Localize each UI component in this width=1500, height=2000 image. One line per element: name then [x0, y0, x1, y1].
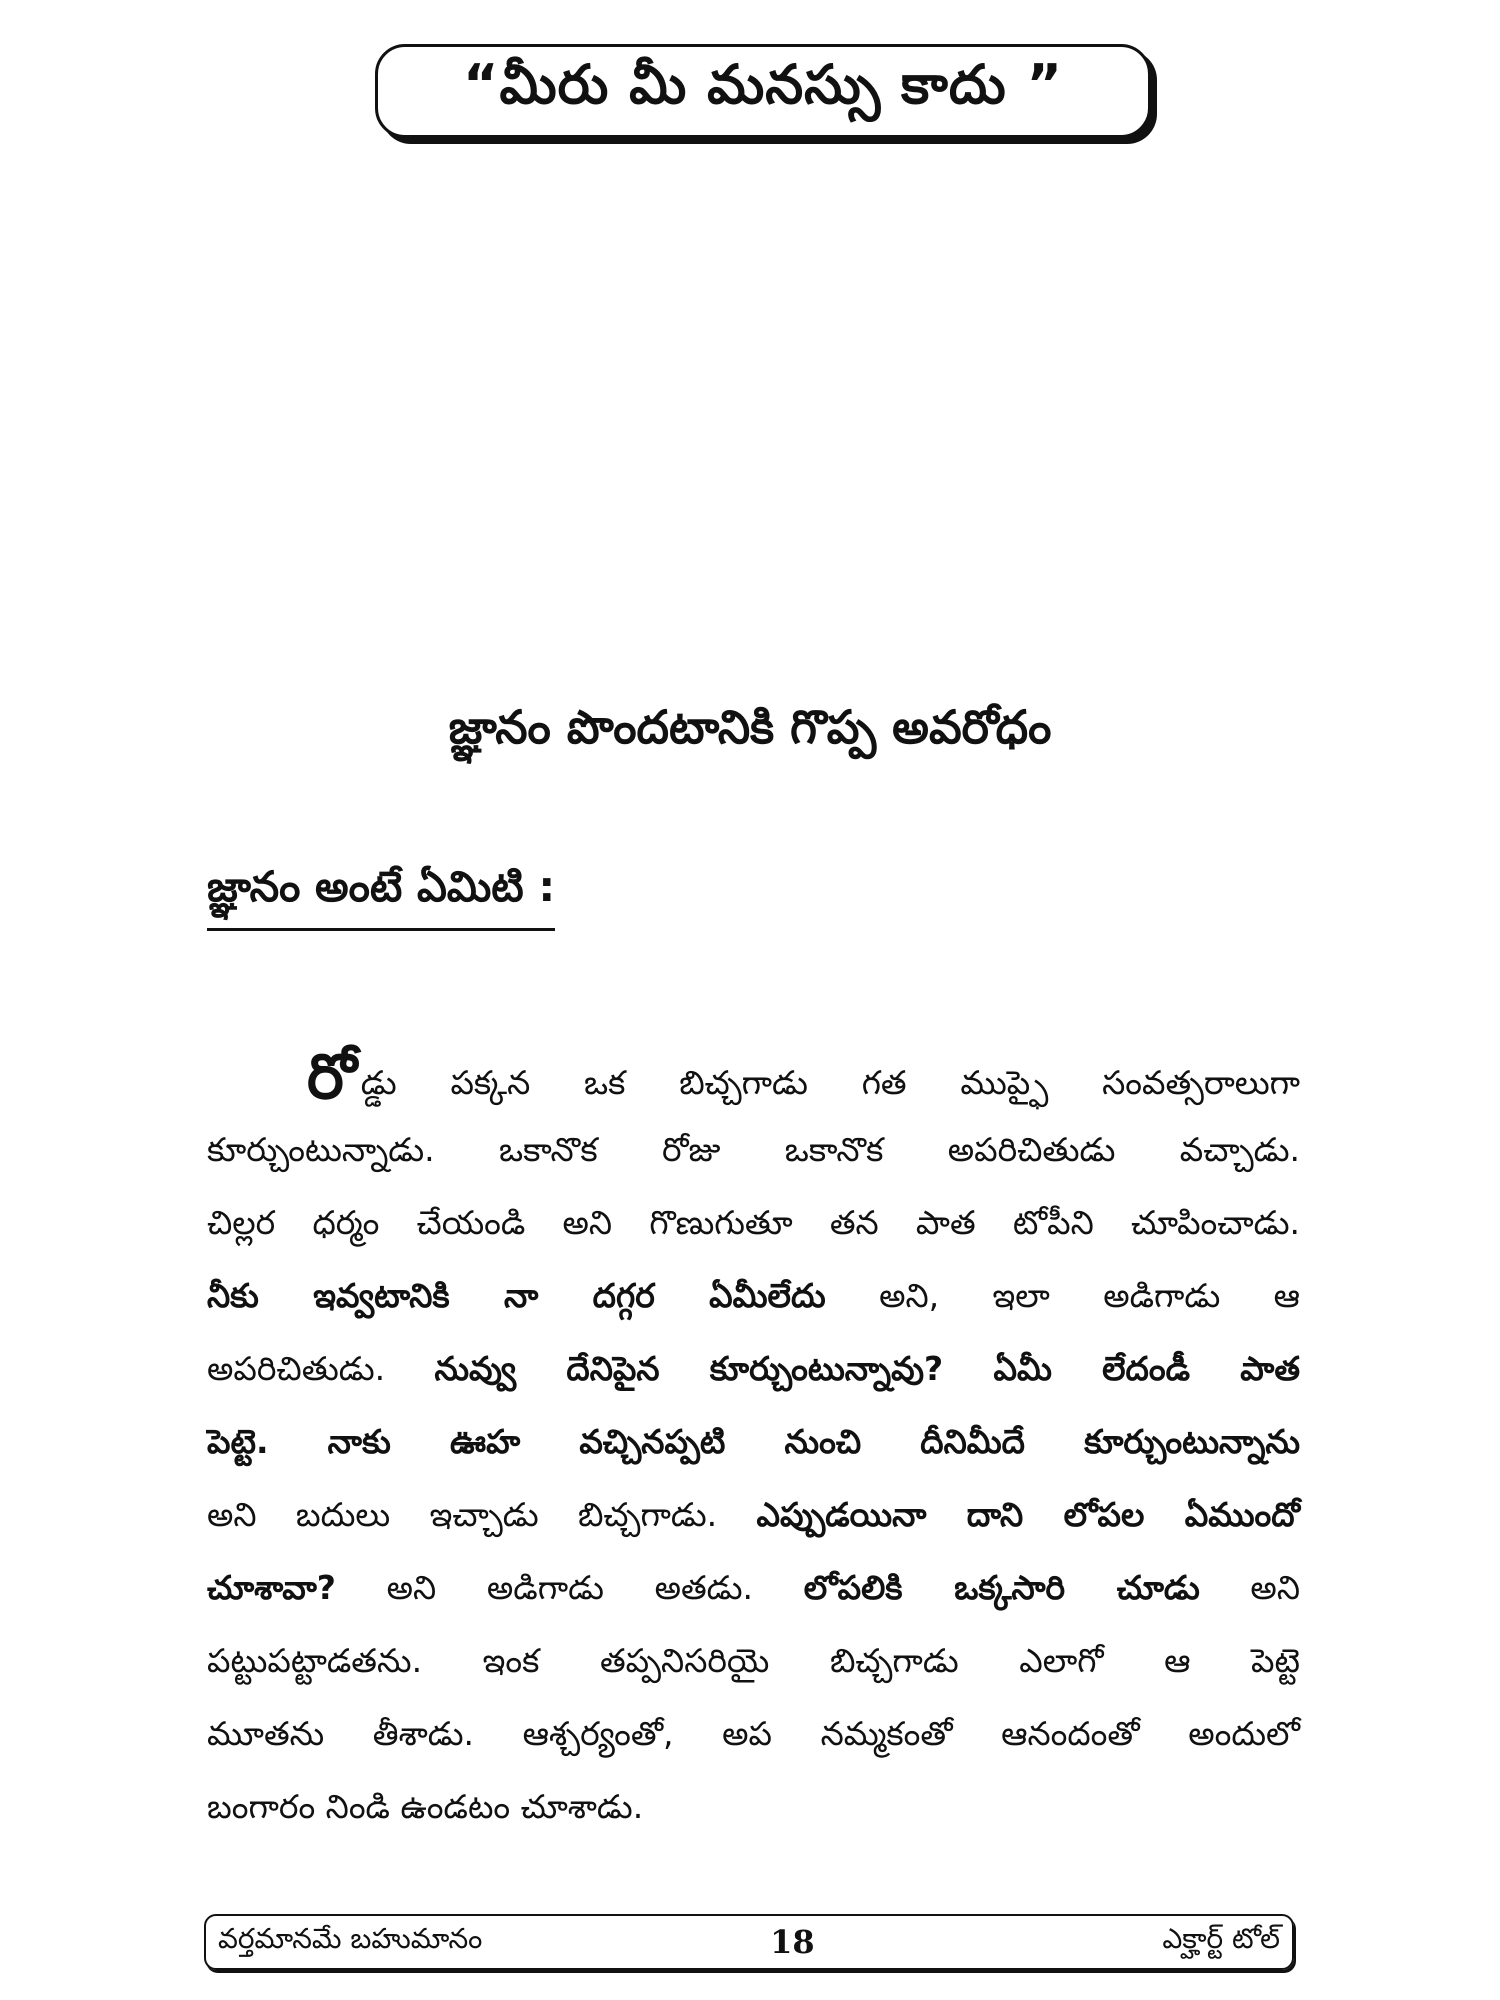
page-number: 18: [770, 1923, 815, 1961]
text: మూతను తీశాడు. ఆశ్చర్యంతో, అప నమ్మకంతో ఆనందంతో అందులో: [207, 1714, 1300, 1753]
footer-author: ఎక్హార్ట్ టోల్: [1162, 1922, 1280, 1955]
paragraph-line: [207, 1770, 1300, 1843]
footer-book-title: వర్తమానమే బహుమానం: [218, 1922, 483, 1955]
paragraph-line: [207, 1405, 1300, 1478]
page-footer: [204, 1914, 1294, 1970]
paragraph-line: [207, 1551, 1300, 1624]
paragraph-line: [207, 1624, 1300, 1697]
bold-text: నీకు ఇవ్వటానికి నా దగ్గర ఏమీలేదు: [207, 1276, 826, 1315]
bold-text: చూశావా?: [207, 1568, 336, 1607]
section-heading: జ్ఞానం పొందటానికి గొప్ప అవరోధం: [448, 700, 1052, 754]
text: అపరిచితుడు.: [207, 1349, 435, 1388]
chapter-title-box: [375, 44, 1151, 138]
text: బంగారం నిండి ఉండటం చూశాడు.: [207, 1787, 644, 1826]
text: అని బదులు ఇచ్చాడు బిచ్చగాడు.: [207, 1495, 757, 1534]
drop-cap: రో: [307, 1040, 357, 1113]
bold-text: లోపలికి ఒక్కసారి చూడు: [803, 1568, 1200, 1607]
chapter-title: “మీరు మీ మనస్సు కాదు ”: [463, 52, 1063, 116]
body-paragraph: [207, 1040, 1300, 1843]
text: అని: [1199, 1568, 1301, 1607]
bold-text: పెట్టె. నాకు ఊహ వచ్చినప్పటి నుంచి దీనిమీదే కూర్చుంటున్నాను: [207, 1422, 1300, 1461]
text: అని అడిగాడు అతడు.: [335, 1568, 804, 1607]
text: డ్డు పక్కన ఒక బిచ్చగాడు గత ముప్ఫై సంవత్సరాలుగా: [360, 1063, 1300, 1102]
paragraph-line: [207, 1113, 1300, 1186]
text: కూర్చుంటున్నాడు. ఒకానొక రోజు ఒకానొక అపరిచితుడు వచ్చాడు.: [207, 1130, 1300, 1169]
bold-text: నువ్వు దేనిపైన కూర్చుంటున్నావు? ఏమీ లేదండీ పాత: [434, 1349, 1300, 1388]
text: చిల్లర ధర్మం చేయండి అని గొణుగుతూ తన పాత టోపీని చూపించాడు.: [207, 1203, 1300, 1242]
paragraph-line: [207, 1478, 1300, 1551]
text: పట్టుపట్టాడతను. ఇంక తప్పనిసరియై బిచ్చగాడు ఎలాగో ఆ పెట్టె: [207, 1641, 1300, 1680]
paragraph-line: [207, 1332, 1300, 1405]
subsection-heading: జ్ఞానం అంటే ఏమిటి :: [207, 862, 555, 931]
bold-text: ఎప్పుడయినా దాని లోపల ఏముందో: [756, 1495, 1300, 1534]
paragraph-line: [207, 1697, 1300, 1770]
paragraph-line: [207, 1186, 1300, 1259]
paragraph-line: [207, 1259, 1300, 1332]
text: అని, ఇలా అడిగాడు ఆ: [825, 1276, 1300, 1315]
paragraph-line: [207, 1040, 1300, 1113]
